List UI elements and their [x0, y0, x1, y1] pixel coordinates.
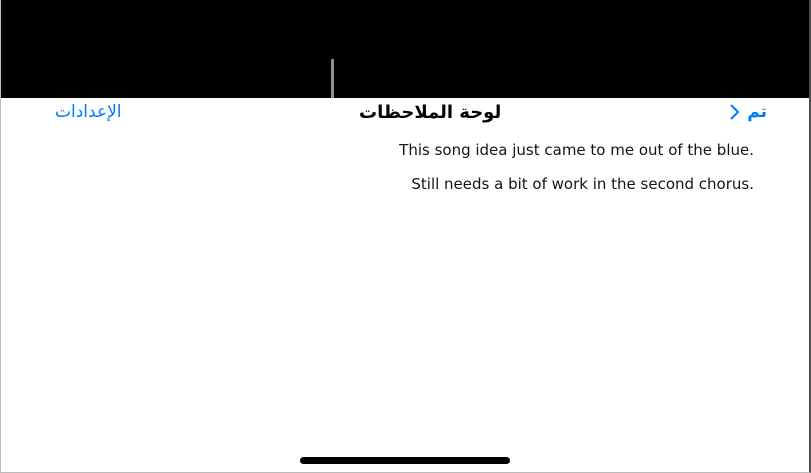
top-black-region	[1, 0, 809, 98]
done-button[interactable]	[730, 101, 767, 123]
settings-button[interactable]: الإعدادات	[55, 102, 122, 122]
note-line: This song idea just came to me out of the blue.	[399, 141, 754, 159]
notepad-text-area[interactable]	[341, 142, 754, 210]
navigation-bar	[1, 98, 809, 134]
home-indicator[interactable]	[300, 457, 510, 464]
done-label: تم	[747, 102, 767, 122]
notepad-panel-title: لوحة الملاحظات	[359, 102, 502, 123]
chevron-right-icon	[730, 104, 740, 120]
note-line: Still needs a bit of work in the second chorus.	[411, 175, 754, 193]
